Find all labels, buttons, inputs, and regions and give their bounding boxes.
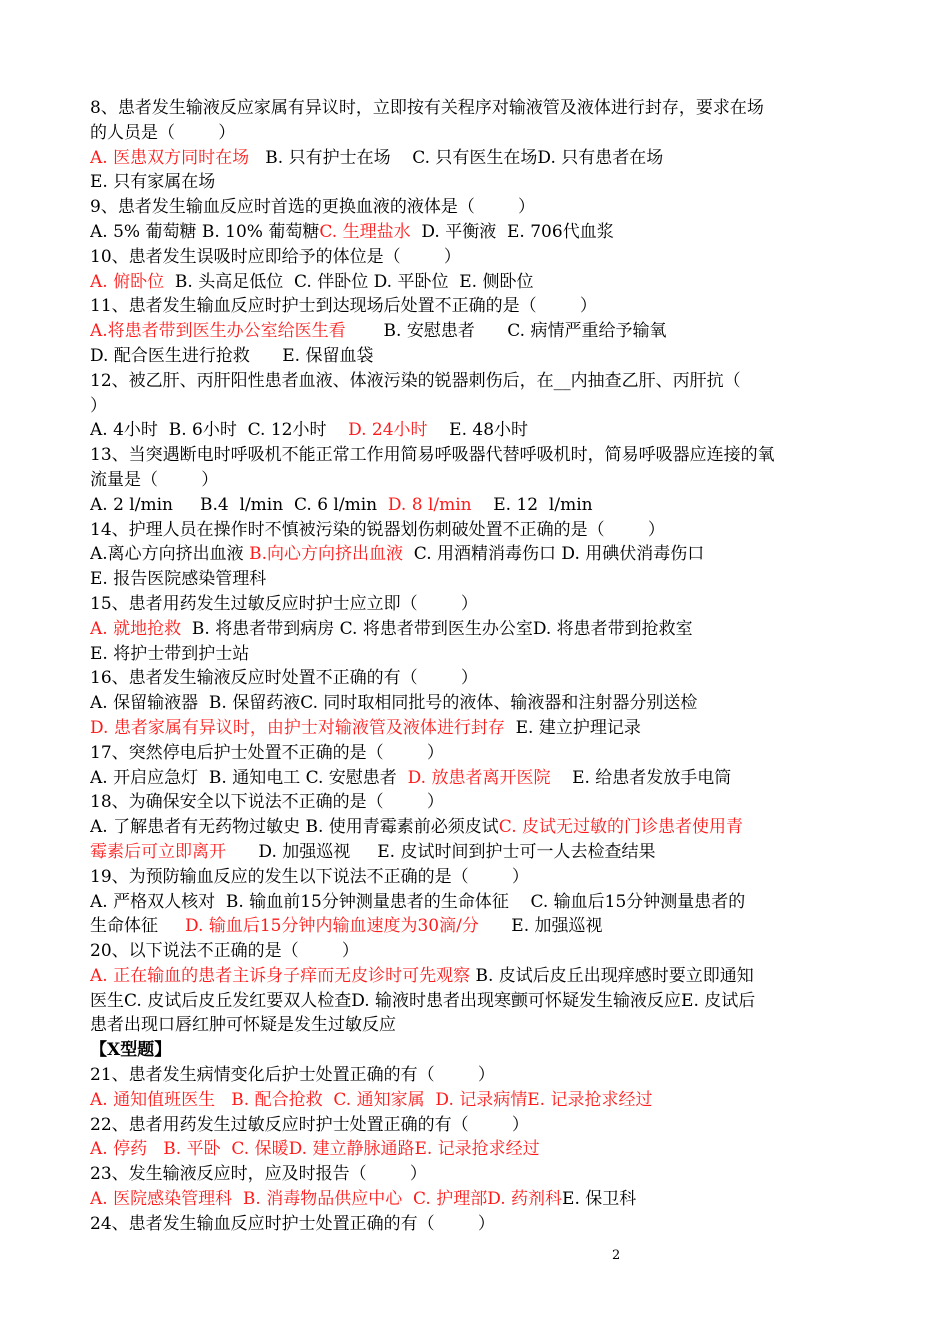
answer-text: D. 输血后15分钟内输血速度为30滴/分 (185, 916, 479, 937)
text-line (90, 939, 866, 964)
answer-text: A.将患者带到医生办公室给医生看 (90, 321, 346, 342)
question-text: D. 配合医生进行抢救 E. 保留血袋 (90, 345, 374, 366)
question-text: D. 加强巡视 E. 皮试时间到护士可一人去检查结果 (226, 841, 656, 862)
question-text: 23、发生输液反应时，应及时报告（ ） (90, 1164, 427, 1185)
text-line (90, 443, 866, 468)
question-text: A. 了解患者有无药物过敏史 B. 使用青霉素前必须皮试 (90, 817, 499, 838)
text-line (90, 617, 866, 642)
text-line (90, 716, 866, 741)
text-line (90, 1088, 866, 1113)
answer-text: A. 俯卧位 (90, 271, 165, 292)
question-text: B. 将患者带到病房 C. 将患者带到医生办公室D. 将患者带到抢救室 (181, 618, 693, 639)
question-text: 【X型题】 (90, 1040, 172, 1061)
question-text: 15、患者用药发生过敏反应时护士应立即（ ） (90, 593, 478, 614)
text-line (90, 1162, 866, 1187)
text-line (90, 220, 866, 245)
text-line (90, 567, 866, 592)
question-text: E. 12 l/min (471, 494, 593, 515)
question-text: D. 平衡液 E. 706代血浆 (410, 221, 614, 242)
question-text: 17、突然停电后护士处置不正确的是（ ） (90, 742, 444, 763)
question-text: 的人员是（ ） (90, 122, 236, 143)
answer-text: A. 正在输血的患者主诉身子痒而无皮诊时可先观察 (90, 965, 471, 986)
question-text: 14、护理人员在操作时不慎被污染的锐器划伤刺破处置不正确的是（ ） (90, 519, 665, 540)
text-line (90, 790, 866, 815)
text-line (90, 691, 866, 716)
text-line (90, 1038, 866, 1063)
answer-text: A. 通知值班医生 B. 配合抢救 C. 通知家属 D. 记录病情E. 记录抢求经过 (90, 1089, 653, 1110)
question-text: 13、当突遇断电时呼吸机不能正常工作用简易呼吸器代替呼吸机时，简易呼吸器应连接的氧 (90, 445, 775, 466)
text-line (90, 542, 866, 567)
text-line (90, 1212, 866, 1237)
page-number: 2 (612, 1248, 621, 1263)
question-text: B. 只有护士在场 C. 只有医生在场D. 只有患者在场 (249, 147, 664, 168)
question-text: A. 严格双人核对 B. 输血前15分钟测量患者的生命体征 C. 输血后15分钟测量患者的 (90, 891, 746, 912)
question-text: E. 保卫科 (562, 1189, 637, 1210)
answer-text: D. 放患者离开医院 (407, 767, 551, 788)
question-text: A. 保留输液器 B. 保留药液C. 同时取相同批号的液体、输液器和注射器分别送检 (90, 693, 698, 714)
question-text: E. 将护士带到护士站 (90, 643, 250, 664)
question-text: 21、患者发生病情变化后护士处置正确的有（ ） (90, 1065, 495, 1086)
text-line (90, 195, 866, 220)
question-text: E. 只有家属在场 (90, 172, 216, 193)
question-text: A. 5% 葡萄糖 B. 10% 葡萄糖 (90, 221, 320, 242)
answer-text: A. 医院感染管理科 B. 消毒物品供应中心 C. 护理部D. 药剂科 (90, 1189, 563, 1210)
text-line (90, 344, 866, 369)
question-text: A. 开启应急灯 B. 通知电工 C. 安慰患者 (90, 767, 408, 788)
question-text: 18、为确保安全以下说法不正确的是（ ） (90, 792, 444, 813)
text-line (90, 642, 866, 667)
text-line (90, 170, 866, 195)
question-text: B. 安慰患者 C. 病情严重给予输氧 (345, 321, 667, 342)
text-line (90, 989, 866, 1014)
question-text: 8、患者发生输液反应家属有异议时，立即按有关程序对输液管及液体进行封存，要求在场 (90, 98, 764, 118)
text-line (90, 914, 866, 939)
question-text: 12、被乙肝、丙肝阳性患者血液、体液污染的锐器刺伤后，在__内抽查乙肝、丙肝抗（ (90, 370, 741, 391)
question-text: B. 头高足低位 C. 伴卧位 D. 平卧位 E. 侧卧位 (164, 271, 534, 292)
text-line (90, 294, 866, 319)
text-line (90, 270, 866, 295)
text-line (90, 493, 866, 518)
question-list (90, 96, 866, 1237)
answer-text: A. 医患双方同时在场 (90, 147, 250, 168)
text-line (90, 815, 866, 840)
text-line (90, 468, 866, 493)
question-text: 24、患者发生输血反应时护士处置正确的有（ ） (90, 1213, 495, 1234)
answer-text: B.向心方向挤出血液 (249, 544, 403, 565)
text-line (90, 146, 866, 171)
text-line (90, 741, 866, 766)
text-line (90, 766, 866, 791)
text-line (90, 369, 866, 394)
text-line (90, 518, 866, 543)
question-text: ） (90, 395, 107, 416)
question-text: 20、以下说法不正确的是（ ） (90, 941, 359, 962)
question-text: E. 报告医院感染管理科 (90, 569, 267, 590)
question-text: 9、患者发生输血反应时首选的更换血液的液体是（ ） (90, 197, 536, 218)
text-line (90, 1137, 866, 1162)
question-text: 医生C. 皮试后皮丘发红要双人检查D. 输液时患者出现寒颤可怀疑发生输液反应E. 皮试后 (90, 990, 756, 1011)
text-line (90, 1187, 866, 1212)
text-line (90, 592, 866, 617)
text-line (90, 121, 866, 146)
text-line (90, 418, 866, 443)
question-text: 10、患者发生误吸时应即给予的体位是（ ） (90, 246, 461, 267)
question-text: A.离心方向挤出血液 (90, 544, 250, 565)
question-text: B. 皮试后皮丘出现痒感时要立即通知 (470, 965, 754, 986)
text-line (90, 1063, 866, 1088)
question-text: 22、患者用药发生过敏反应时护士处置正确的有（ ） (90, 1114, 529, 1135)
answer-text: C. 生理盐水 (319, 221, 411, 242)
text-line (90, 245, 866, 270)
question-text: 流量是（ ） (90, 469, 219, 490)
answer-text: D. 8 l/min (387, 494, 472, 515)
text-line (90, 865, 866, 890)
question-text: 19、为预防输血反应的发生以下说法不正确的是（ ） (90, 866, 529, 887)
question-text: A. 2 l/min B.4 l/min C. 6 l/min (90, 494, 388, 515)
text-line (90, 394, 866, 419)
answer-text: 霉素后可立即离开 (90, 841, 226, 862)
answer-text: A. 停药 B. 平卧 C. 保暖D. 建立静脉通路E. 记录抢求经过 (90, 1139, 540, 1160)
question-text: 患者出现口唇红肿可怀疑是发生过敏反应 (90, 1015, 396, 1036)
answer-text: C. 皮试无过敏的门诊患者使用青 (498, 817, 744, 838)
text-line (90, 890, 866, 915)
question-text: A. 4小时 B. 6小时 C. 12小时 (90, 420, 349, 441)
text-line (90, 840, 866, 865)
question-text: 生命体征 (90, 916, 186, 937)
question-text: E. 48小时 (427, 420, 529, 441)
answer-text: D. 患者家属有异议时，由护士对输液管及液体进行封存 (90, 717, 505, 738)
text-line (90, 1113, 866, 1138)
question-text: C. 用酒精消毒伤口 D. 用碘伏消毒伤口 (403, 544, 705, 565)
text-line (90, 319, 866, 344)
answer-text: D. 24小时 (348, 420, 428, 441)
question-text: E. 加强巡视 (478, 916, 603, 937)
question-text: E. 给患者发放手电筒 (550, 767, 732, 788)
text-line (90, 96, 866, 121)
question-text: E. 建立护理记录 (504, 717, 641, 738)
question-text: 16、患者发生输液反应时处置不正确的有（ ） (90, 668, 478, 689)
text-line (90, 666, 866, 691)
answer-text: A. 就地抢救 (90, 618, 182, 639)
question-text: 11、患者发生输血反应时护士到达现场后处置不正确的是（ ） (90, 296, 597, 317)
text-line (90, 964, 866, 989)
text-line (90, 1013, 866, 1038)
